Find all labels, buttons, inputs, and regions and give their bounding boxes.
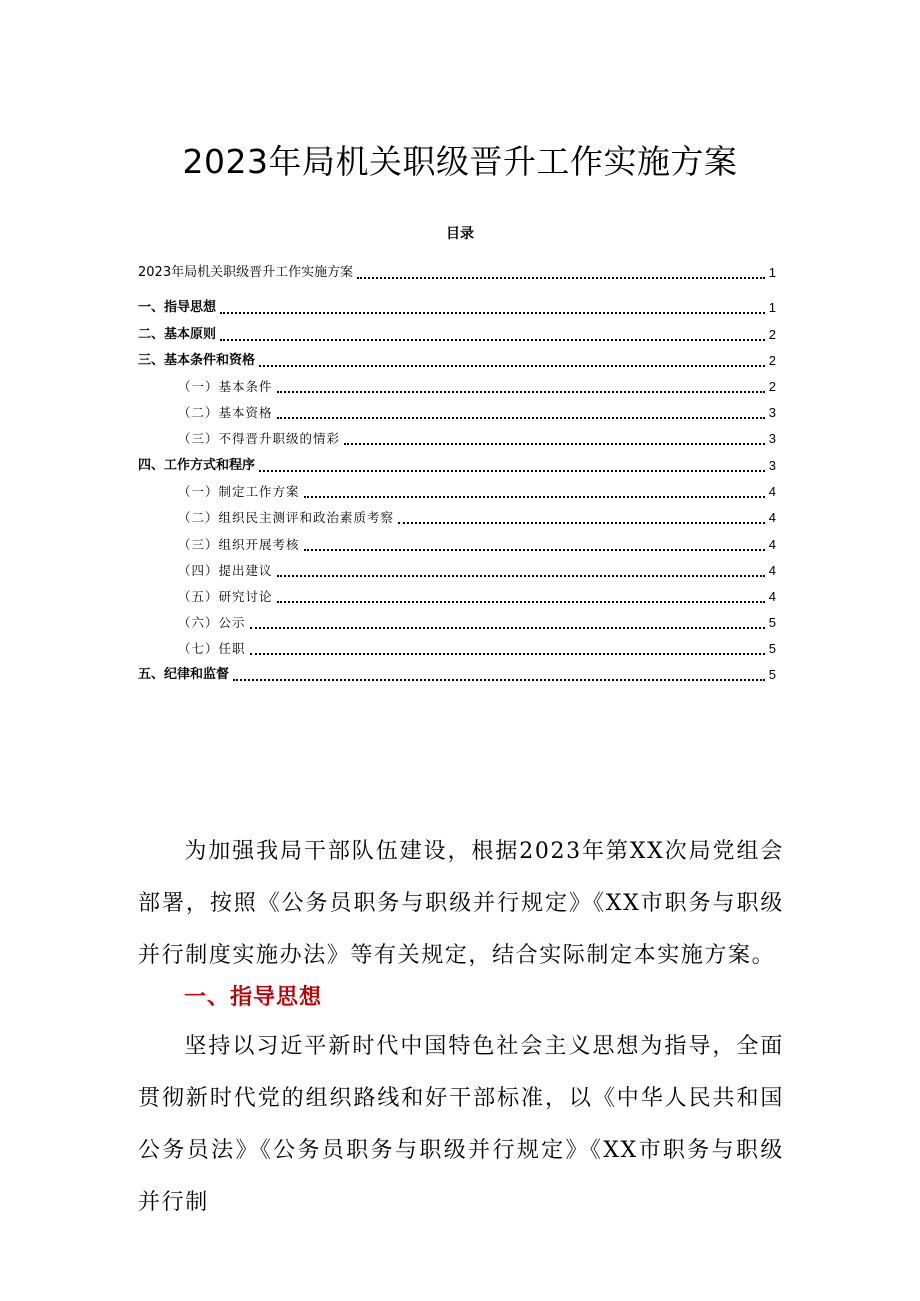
section-heading-guiding-ideology: 一、指导思想: [184, 985, 323, 1010]
toc-leader-dots: [220, 327, 765, 341]
toc-entry[interactable]: [178, 428, 776, 448]
toc-entry[interactable]: [178, 534, 776, 554]
toc-entry-page: 2: [768, 327, 776, 342]
toc-entry-page: 5: [768, 615, 776, 630]
toc-entry[interactable]: [178, 612, 776, 632]
toc-entry-page: 3: [768, 458, 776, 473]
document-title: 2023年局机关职级晋升工作实施方案: [182, 142, 738, 181]
toc-entry[interactable]: [178, 560, 776, 580]
toc-entry-page: 1: [768, 265, 776, 280]
toc-entry-label: 二、基本原则: [138, 327, 217, 342]
toc-entry-label: 2023年局机关职级晋升工作实施方案: [138, 265, 354, 280]
toc-entry[interactable]: [138, 664, 776, 684]
toc-leader-dots: [250, 615, 765, 629]
toc-entry-label: （四）提出建议: [178, 563, 273, 578]
toc-entry[interactable]: [178, 376, 776, 396]
toc-entry[interactable]: [138, 324, 776, 344]
section1-paragraph: [138, 1021, 784, 1229]
toc-entry-label: 一、指导思想: [138, 300, 217, 315]
toc-entry[interactable]: [138, 455, 776, 475]
toc-entry-page: 3: [768, 431, 776, 446]
toc-leader-dots: [250, 641, 765, 655]
section1-paragraph-text: 坚持以习近平新时代中国特色社会主义思想为指导，全面贯彻新时代党的组织路线和好干部标准，以《中华人民共和国公务员法》《公务员职务与职级并行规定》《XX市职务与职级并行制: [138, 1034, 784, 1215]
toc-entry-page: 4: [768, 589, 776, 604]
toc-entry[interactable]: [138, 262, 776, 282]
toc-entry-label: （三）组织开展考核: [178, 537, 300, 552]
toc-entry-label: （六）公示: [178, 615, 246, 630]
toc-entry-page: 5: [768, 641, 776, 656]
toc-leader-dots: [233, 667, 765, 681]
toc-leader-dots: [277, 563, 765, 577]
toc-entry-label: （二）基本资格: [178, 405, 273, 420]
toc-entry-page: 3: [768, 405, 776, 420]
toc-entry-label: 四、工作方式和程序: [138, 458, 256, 473]
toc-entry[interactable]: [138, 350, 776, 370]
toc-entry[interactable]: [178, 638, 776, 658]
toc-heading: 目录: [446, 226, 474, 242]
toc-entry-page: 4: [768, 484, 776, 499]
toc-entry[interactable]: [138, 297, 776, 317]
toc-entry-label: （二）组织民主测评和政治素质考察: [178, 510, 395, 525]
toc-entry[interactable]: [178, 481, 776, 501]
toc-entry-page: 1: [768, 300, 776, 315]
toc-entry-page: 4: [768, 563, 776, 578]
toc-entry-label: （七）任职: [178, 641, 246, 656]
toc-entry-page: 5: [768, 667, 776, 682]
toc-entry-label: （一）制定工作方案: [178, 484, 300, 499]
toc-leader-dots: [398, 510, 765, 524]
toc-leader-dots: [220, 300, 765, 314]
toc-entry-page: 2: [768, 353, 776, 368]
toc-entry[interactable]: [178, 402, 776, 422]
toc-entry-label: （五）研究讨论: [178, 589, 273, 604]
toc-entry[interactable]: [178, 586, 776, 606]
toc-entry-label: 三、基本条件和资格: [138, 353, 256, 368]
toc-leader-dots: [344, 431, 765, 445]
toc-leader-dots: [259, 353, 765, 367]
toc-leader-dots: [277, 405, 765, 419]
intro-paragraph: [138, 826, 784, 982]
toc-leader-dots: [277, 589, 765, 603]
toc-entry-page: 4: [768, 537, 776, 552]
toc-entry-page: 4: [768, 510, 776, 525]
intro-paragraph-text: 为加强我局干部队伍建设，根据2023年第XX次局党组会部署，按照《公务员职务与职级并行规定》《XX市职务与职级并行制度实施办法》等有关规定，结合实际制定本实施方案。: [138, 839, 784, 968]
toc-leader-dots: [304, 484, 765, 498]
toc-entry-label: 五、纪律和监督: [138, 667, 230, 682]
toc-leader-dots: [357, 265, 765, 279]
toc-leader-dots: [304, 537, 765, 551]
toc-entry-page: 2: [768, 379, 776, 394]
toc-entry-label: （三）不得晋升职级的情彩: [178, 431, 341, 446]
toc-entry[interactable]: [178, 507, 776, 527]
toc-leader-dots: [259, 458, 765, 472]
toc-leader-dots: [277, 379, 765, 393]
toc-entry-label: （一）基本条件: [178, 379, 273, 394]
